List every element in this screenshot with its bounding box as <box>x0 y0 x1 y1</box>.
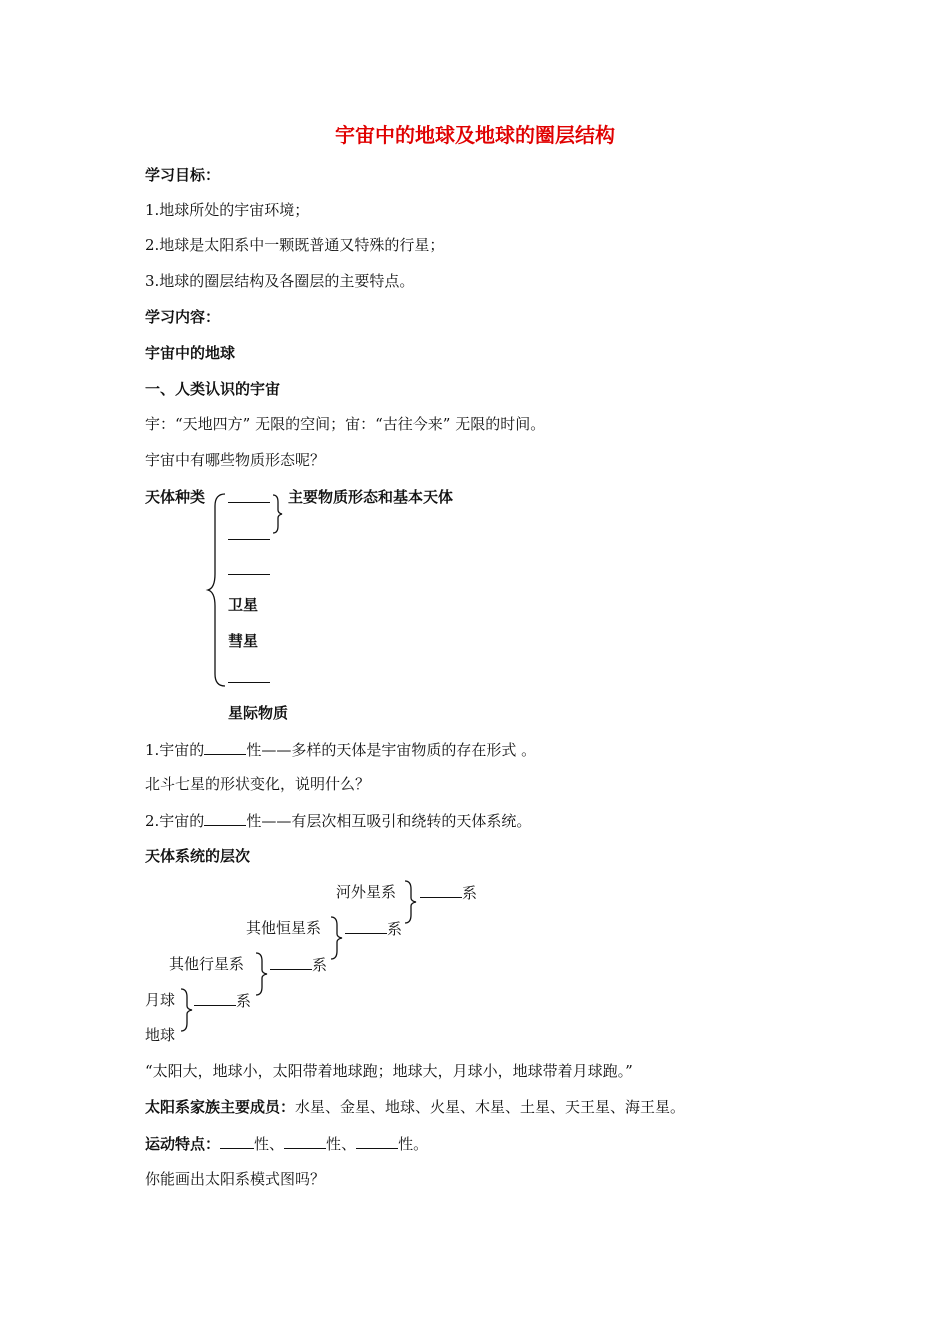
content-heading: 学习内容： <box>145 308 221 326</box>
draw-question: 你能画出太阳系模式图吗？ <box>145 1170 326 1188</box>
small-brace <box>272 494 284 534</box>
brace-level-2 <box>255 952 269 996</box>
big-dipper-question: 北斗七星的形状变化，说明什么？ <box>145 775 371 793</box>
satellite-label: 卫星 <box>228 596 259 614</box>
earth-moon-system: 系 <box>194 991 251 1010</box>
hierarchy-heading: 天体系统的层次 <box>145 847 251 865</box>
blank-line <box>228 525 270 544</box>
brace-level-3 <box>330 916 344 960</box>
yuzhou-definition: 宇：“天地四方” 无限的空间；宙：“古往今来” 无限的时间。 <box>145 415 546 433</box>
solar-members <box>145 1098 685 1116</box>
blank-line <box>228 668 270 687</box>
solar-members-label: 太阳系家族主要成员： <box>145 1098 296 1116</box>
motion-label: 运动特点： <box>145 1135 221 1153</box>
blank-line <box>228 560 270 579</box>
celestial-note: 主要物质形态和基本天体 <box>288 488 454 506</box>
objective-item: 2.地球是太阳系中一颗既普通又特殊的行星； <box>145 236 445 254</box>
section-heading: 宇宙中的地球 <box>145 344 236 362</box>
universe-system: 系 <box>420 883 477 902</box>
objectives-heading: 学习目标： <box>145 166 221 184</box>
blank-line <box>228 488 270 507</box>
other-star-systems-label: 其他恒星系 <box>246 919 322 937</box>
solar-members-list: 水星、金星、地球、火星、木星、土星、天王星、海王星。 <box>295 1098 686 1116</box>
other-planet-systems-label: 其他行星系 <box>169 955 245 973</box>
motion-features: 运动特点： 性、 性、 性。 <box>145 1135 429 1153</box>
celestial-brace <box>207 492 227 692</box>
moon-label: 月球 <box>145 991 176 1009</box>
question-matter: 宇宙中有哪些物质形态呢？ <box>145 451 326 469</box>
comet-label: 彗星 <box>228 632 259 650</box>
earth-label: 地球 <box>145 1026 176 1044</box>
interstellar-label: 星际物质 <box>228 704 289 722</box>
galaxy-system: 系 <box>345 919 402 938</box>
item-2: 2.宇宙的 性——有层次相互吸引和绕转的天体系统。 <box>145 812 532 830</box>
brace-level-4 <box>404 880 418 924</box>
celestial-types-label: 天体种类 <box>145 488 206 506</box>
galaxies-label: 河外星系 <box>336 883 397 901</box>
item-1: 1.宇宙的 性——多样的天体是宇宙物质的存在形式 。 <box>145 741 537 759</box>
objective-item: 3.地球的圈层结构及各圈层的主要特点。 <box>145 272 415 290</box>
solar-system: 系 <box>270 955 327 974</box>
objective-item: 1.地球所处的宇宙环境； <box>145 201 310 219</box>
subsection-heading: 一、人类认识的宇宙 <box>145 380 281 398</box>
sun-earth-quote: “太阳大，地球小，太阳带着地球跑；地球大，月球小，地球带着月球跑。” <box>145 1062 633 1080</box>
brace-level-1 <box>180 988 194 1032</box>
page-title: 宇宙中的地球及地球的圈层结构 <box>335 123 615 147</box>
